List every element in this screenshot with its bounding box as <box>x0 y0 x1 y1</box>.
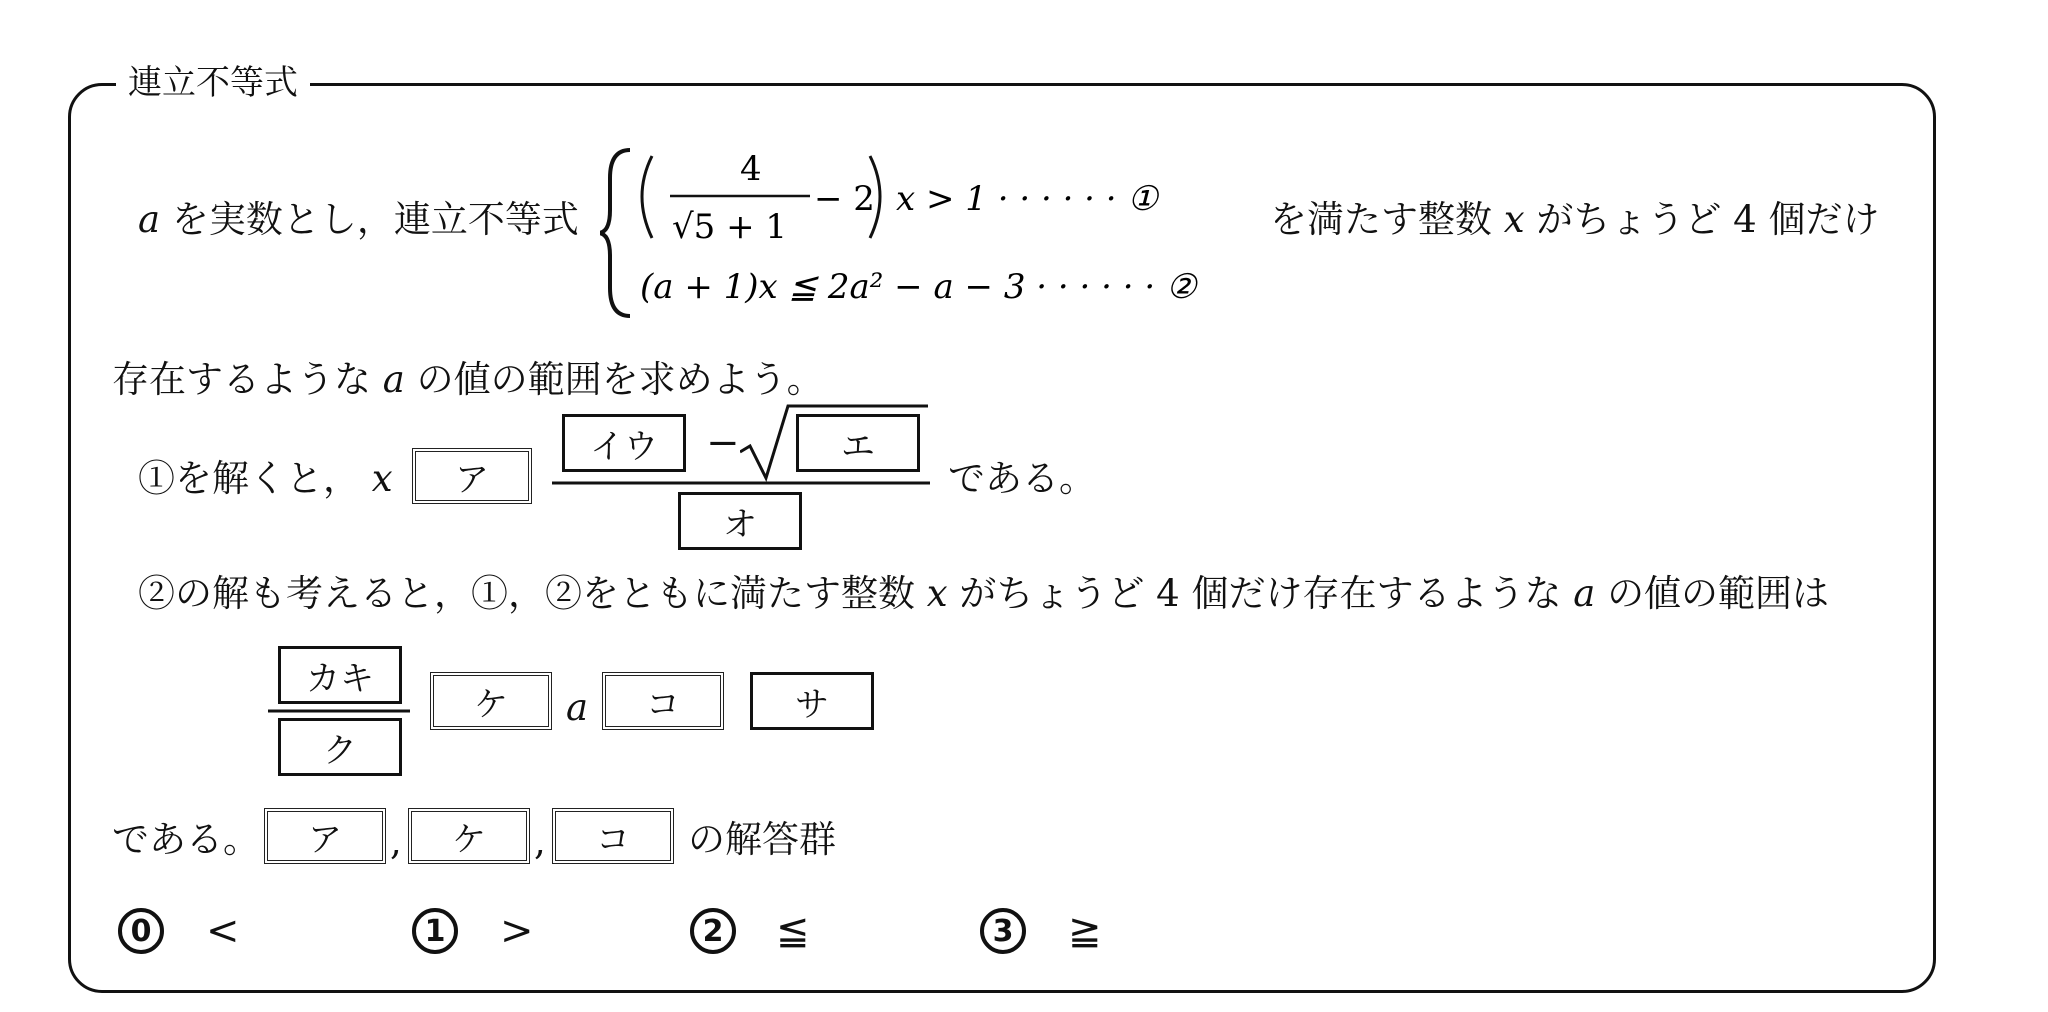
problem-line-2 <box>112 356 824 404</box>
answer-blank-a[interactable]: ア <box>264 808 386 864</box>
step2-tail2: の値の範囲は <box>1607 572 1830 615</box>
choice-3-symbol: ≧ <box>1068 908 1102 954</box>
var-x: x <box>1503 198 1525 241</box>
problem-title: 連立不等式 <box>116 58 310 108</box>
blank-iu[interactable]: イウ <box>562 414 686 472</box>
problem-text-2: を満たす整数 <box>1270 198 1492 241</box>
ineq1-tail: x > 1 · · · · · · ① <box>896 179 1158 219</box>
step1-line <box>138 455 393 503</box>
step2-text: ②の解も考えると，①，②をともに満たす整数 <box>138 572 915 615</box>
step2-line <box>138 570 1829 618</box>
ineq1-minus-two: − 2 <box>814 179 875 219</box>
var-a-2: a <box>382 358 405 401</box>
blank-o[interactable]: オ <box>678 492 802 550</box>
choice-2-symbol: ≦ <box>776 908 810 954</box>
left-brace <box>600 150 630 316</box>
choice-3-number[interactable]: 3 <box>980 908 1026 954</box>
choice-0-number[interactable]: 0 <box>118 908 164 954</box>
comma-2: , <box>534 820 546 863</box>
var-x-2: x <box>371 457 393 500</box>
ineq1-denominator: √5 + 1 <box>672 207 788 247</box>
var-x-3: x <box>926 572 948 615</box>
ineq1-numerator: 4 <box>740 149 762 189</box>
problem-text-3: がちょうど 4 個だけ <box>1536 198 1880 241</box>
step1-tail: である。 <box>948 457 1096 500</box>
problem-text-1: を実数とし，連立不等式 <box>171 198 579 241</box>
blank-ke[interactable]: ケ <box>430 672 552 730</box>
blank-kaki[interactable]: カキ <box>278 646 402 704</box>
choice-1-symbol: > <box>500 908 534 954</box>
problem-line-1-tail <box>1270 196 1879 244</box>
range-fraction-bar <box>268 708 412 714</box>
var-a-3: a <box>1573 572 1596 615</box>
answers-post: の解答群 <box>688 818 836 861</box>
choice-1-number[interactable]: 1 <box>412 908 458 954</box>
var-a-4: a <box>566 686 589 729</box>
blank-ko[interactable]: コ <box>602 672 724 730</box>
var-a: a <box>138 198 161 241</box>
inequality-system <box>600 138 1220 328</box>
step1-fraction-bar <box>552 480 932 486</box>
left-paren <box>642 156 652 238</box>
ineq2: (a + 1)x ≦ 2a² − a − 3 · · · · · · ② <box>640 267 1197 307</box>
choice-2-number[interactable]: 2 <box>690 908 736 954</box>
step1-minus: − <box>706 420 740 466</box>
problem-text-4: 存在するような <box>112 358 371 401</box>
choice-0-symbol: < <box>206 908 240 954</box>
blank-sa[interactable]: サ <box>750 672 874 730</box>
problem-line-1 <box>138 196 579 244</box>
blank-a[interactable]: ア <box>412 448 532 504</box>
step2-tail: がちょうど 4 個だけ存在するような <box>959 572 1562 615</box>
answer-blank-ko[interactable]: コ <box>552 808 674 864</box>
blank-ku[interactable]: ク <box>278 718 402 776</box>
step1-text: ①を解くと， <box>138 457 360 500</box>
answers-pre: である。 <box>112 818 260 861</box>
comma-1: , <box>390 820 402 863</box>
problem-text-5: の値の範囲を求めよう。 <box>416 358 824 401</box>
answer-blank-ke[interactable]: ケ <box>408 808 530 864</box>
blank-e[interactable]: エ <box>796 414 920 472</box>
